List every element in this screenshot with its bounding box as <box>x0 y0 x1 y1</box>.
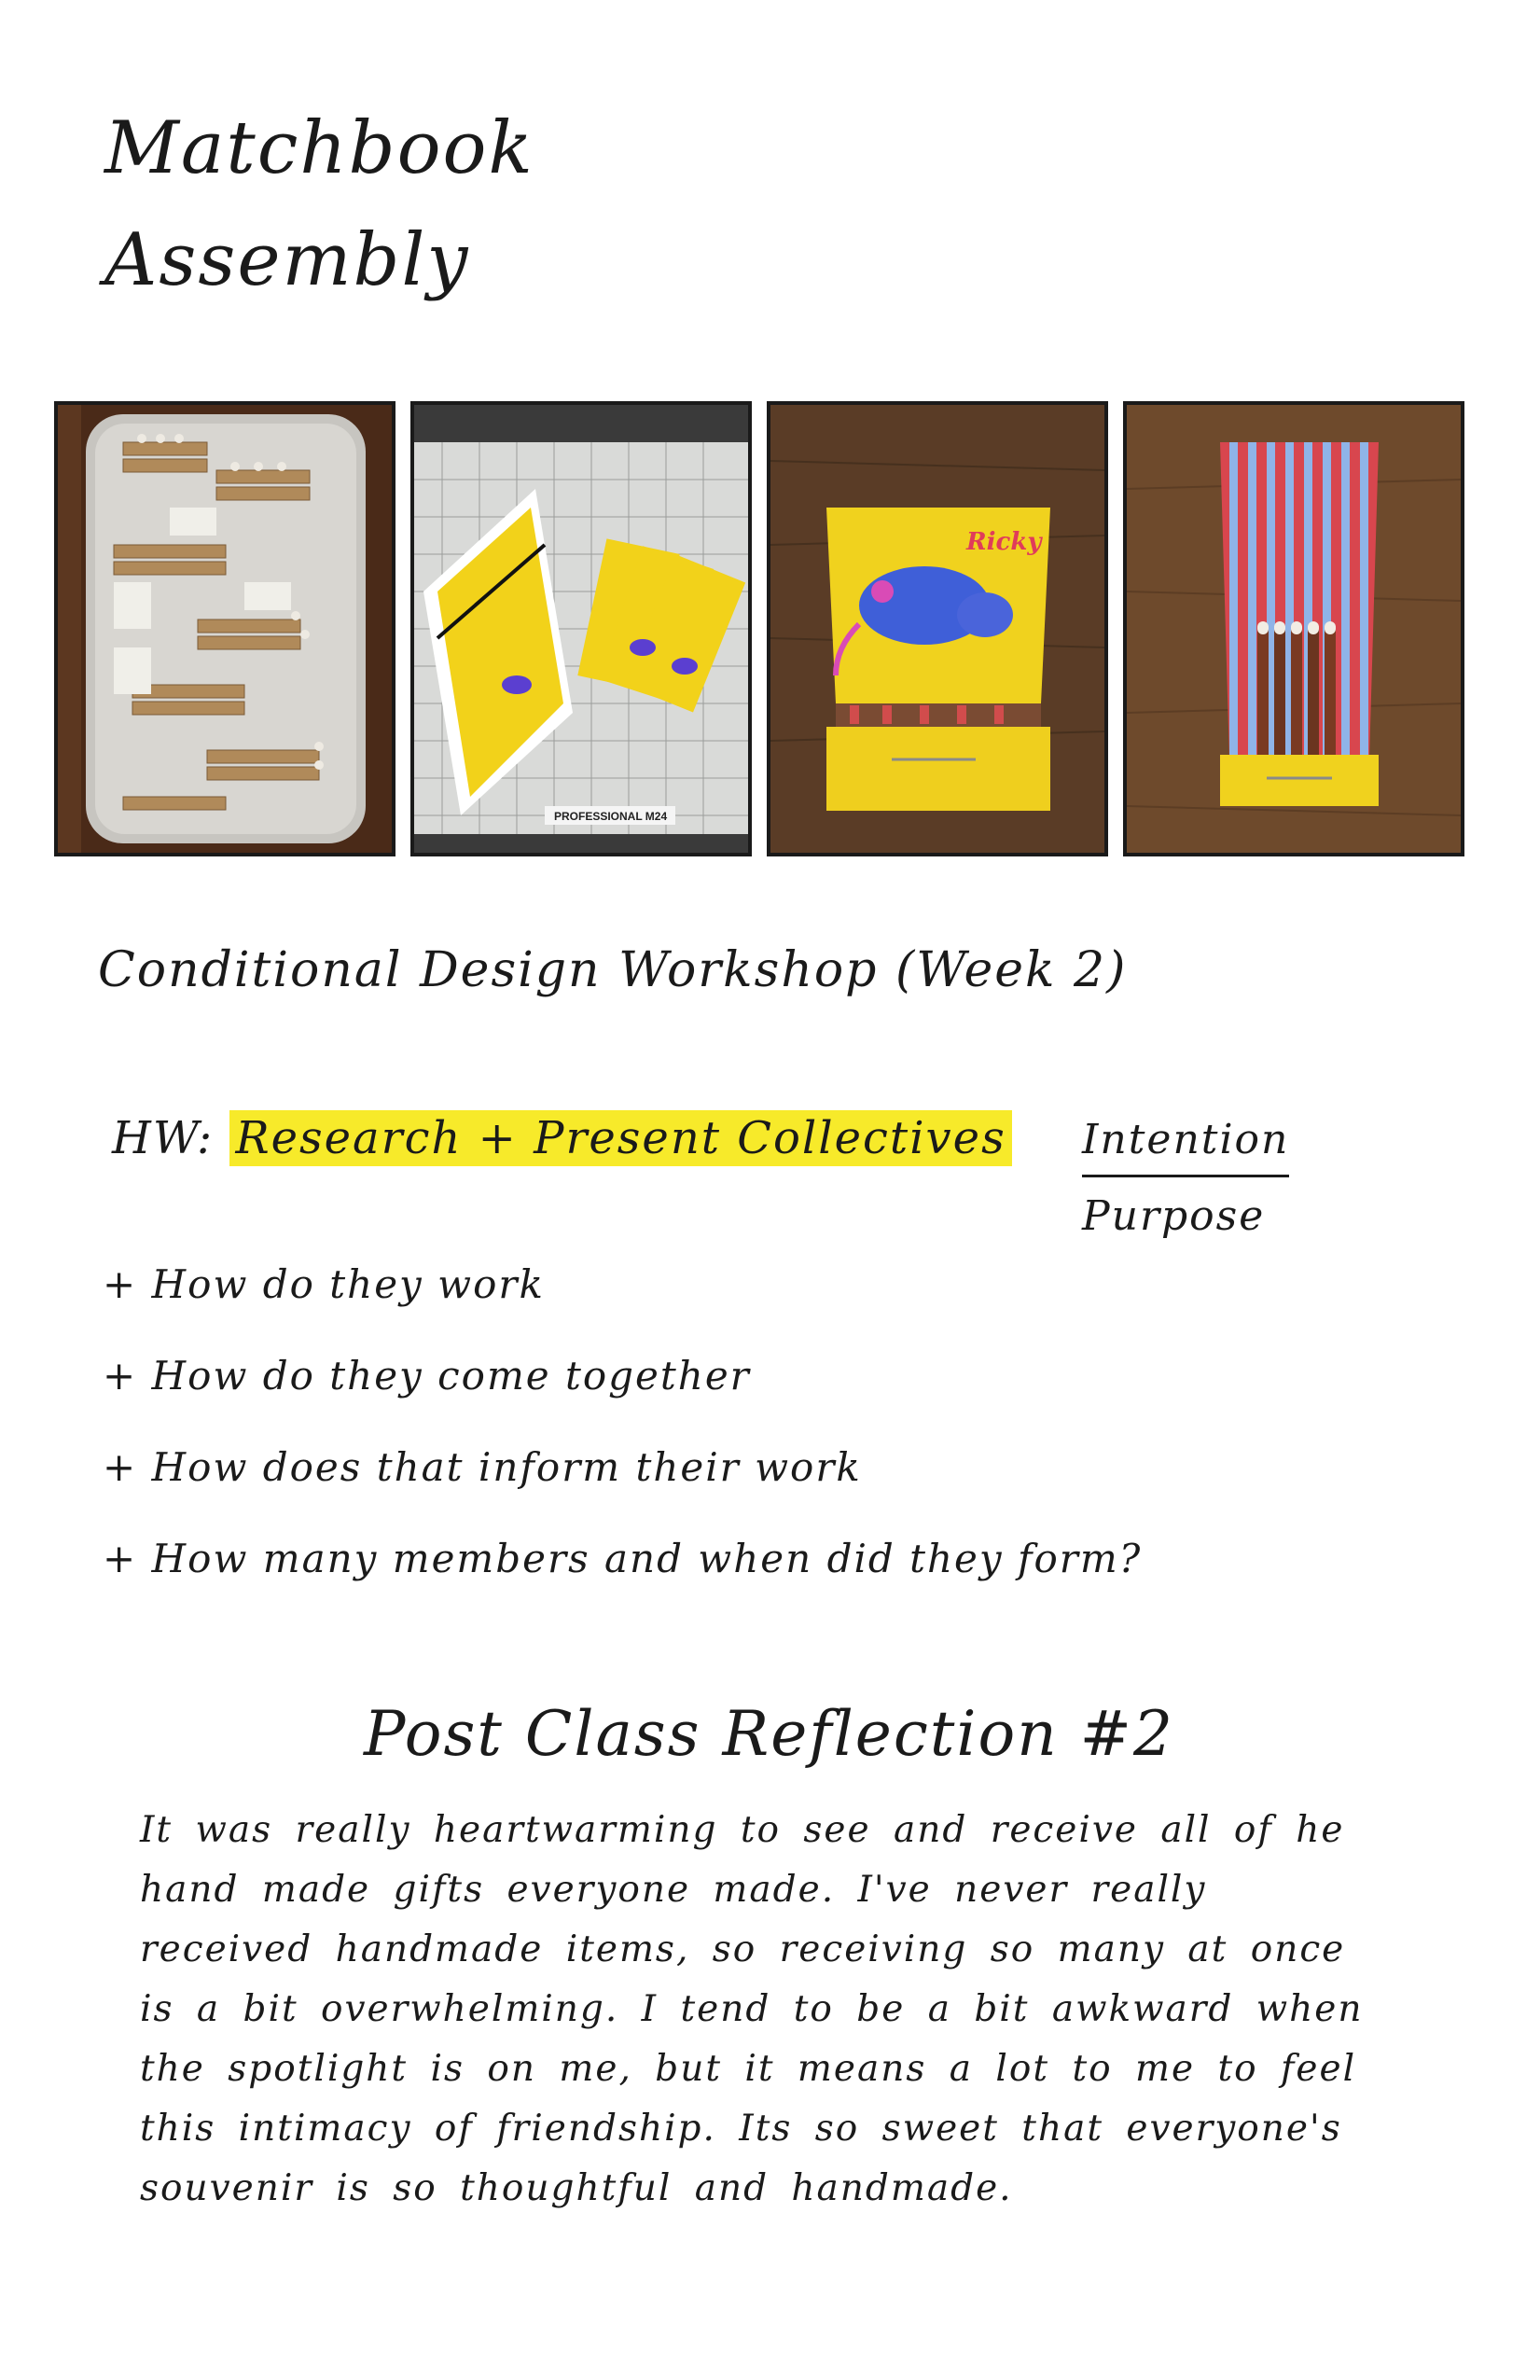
reflection-body: It was really heartwarming to see and receive all of he hand made gifts everyone made. I've never really received handmade items, so receiving so many at once is a bit overwhelming. I tend to be a bit awkward when the spotlight is on me, but it means a lot to me to feel this intimacy of friendship. Its so sweet that everyone's souvenir is so thoughtful and handmade. <box>140 1809 1364 2209</box>
bullet-item: + How many members and when did they form? <box>103 1536 1143 1581</box>
hw-side-bottom: Purpose <box>1082 1192 1266 1240</box>
page-title-line-2: Assembly <box>104 218 470 302</box>
bullet-item: + How does that inform their work <box>103 1444 862 1490</box>
reflection-title: Post Class Reflection #2 <box>364 1698 1174 1770</box>
printed-covers-cutting-mat-photo <box>410 401 752 856</box>
bullet-item: + How do they come together <box>103 1353 751 1399</box>
mat-label-text: PROFESSIONAL M24 <box>554 810 668 823</box>
hw-label: HW: <box>112 1112 215 1164</box>
match-sticks-tray-photo <box>54 401 395 856</box>
hw-highlight: Research + Present Collectives <box>229 1110 1011 1166</box>
hw-line <box>112 1112 1012 1164</box>
open-matchbook-photo <box>1123 401 1464 856</box>
workshop-heading: Conditional Design Workshop (Week 2) <box>98 942 1128 998</box>
bullet-item: + How do they work <box>103 1261 545 1307</box>
closed-matchbook-photo <box>767 401 1108 856</box>
photo-strip <box>54 401 1472 858</box>
hw-side-top: Intention <box>1082 1116 1289 1177</box>
cover-text: Ricky <box>966 528 1042 556</box>
page-title-line-1: Matchbook <box>104 106 534 190</box>
